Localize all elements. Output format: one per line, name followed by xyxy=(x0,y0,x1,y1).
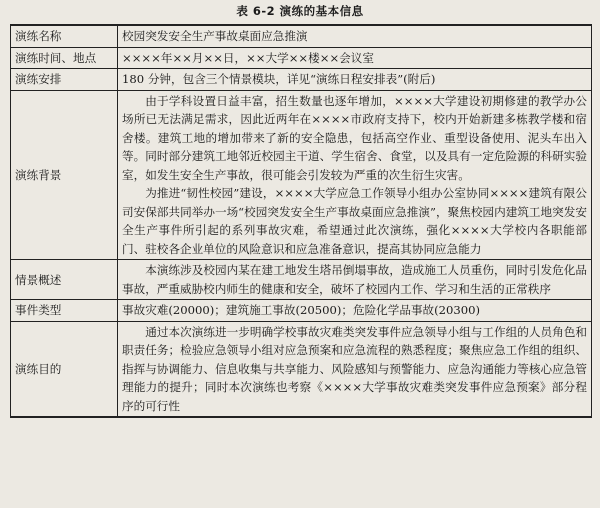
exercise-info-table xyxy=(10,24,592,418)
row-value-text: 本演练涉及校园内某在建工地发生塔吊倒塌事故，造成施工人员重伤，同时引发危化品事故，严重威胁校内师生的健康和安全，破坏了校园内工作、学习和生活的正常秩序 xyxy=(122,263,587,296)
row-label-name: 演练名称 xyxy=(11,25,118,47)
row-value-text: 校园突发安全生产事故桌面应急推演 xyxy=(122,29,308,43)
table-row xyxy=(11,69,592,91)
table-row xyxy=(11,260,592,300)
table-row xyxy=(11,300,592,322)
row-label-event-type: 事件类型 xyxy=(11,300,118,322)
row-value-text: 180 分钟，包含三个情景模块，详见“演练日程安排表”(附后) xyxy=(122,72,436,86)
row-value-text: 事故灾难(20000)；建筑施工事故(20500)；危险化学品事故(20300) xyxy=(122,303,481,317)
row-label-background: 演练背景 xyxy=(11,90,118,260)
row-value-text: ××××年××月××日，××大学××楼××会议室 xyxy=(122,50,374,65)
background-paragraph-1: 由于学科设置日益丰富，招生数量也逐年增加，××××大学建设初期修建的教学办公场所已无法满足需求，因此近两年在××××市政府支持下，校内开始新建多栋教学楼和宿舍楼。建筑工地的增加带来了新的安全隐患，包括高空作业、重型设备使用、泥头车出入等。同时部分建筑工地邻近校园主干道、学生宿舍、食堂，以及具有一定危险源的科研实验室，如发生安全生产事故，很可能会引发较为严重的次生衍生灾害。 xyxy=(122,93,587,182)
row-value-schedule xyxy=(118,69,592,91)
row-value-scenario xyxy=(118,260,592,300)
row-value-event-type xyxy=(118,300,592,322)
table-row xyxy=(11,25,592,47)
table-row xyxy=(11,47,592,69)
row-value-background xyxy=(118,90,592,260)
table-row xyxy=(11,321,592,417)
row-value-purpose xyxy=(118,321,592,417)
row-value-name xyxy=(118,25,592,47)
row-label-schedule: 演练安排 xyxy=(11,69,118,91)
row-value-text: 通过本次演练进一步明确学校事故灾难类突发事件应急领导小组与工作组的人员角色和职责任务；检验应急领导小组对应急预案和应急流程的熟悉程度；聚焦应急工作组的组织、指挥与协调能力、信息收集与共享能力、风险感知与预警能力、应急沟通能力等核心应急管理能力的提升；同时本次演练也考察《××××大学事故灾难类突发事件应急预案》部分程序的可行性 xyxy=(122,324,587,413)
background-paragraph-2: 为推进“韧性校园”建设，××××大学应急工作领导小组办公室协同××××建筑有限公司安保部共同举办一场“校园突发安全生产事故桌面应急推演”，聚焦校园内建筑工地突发安全生产事件所引起的系列事故灾难，希望通过此次演练，强化××××大学校内各职能部门、驻校各企业单位的风险意识和应急准备意识，提高其协同应急能力 xyxy=(122,186,587,256)
row-label-scenario: 情景概述 xyxy=(11,260,118,300)
row-value-time-place xyxy=(118,47,592,69)
table-caption: 表 6-2 演练的基本信息 xyxy=(236,4,364,18)
row-label-time-place: 演练时间、地点 xyxy=(11,47,118,69)
table-row xyxy=(11,90,592,260)
row-label-purpose: 演练目的 xyxy=(11,321,118,417)
